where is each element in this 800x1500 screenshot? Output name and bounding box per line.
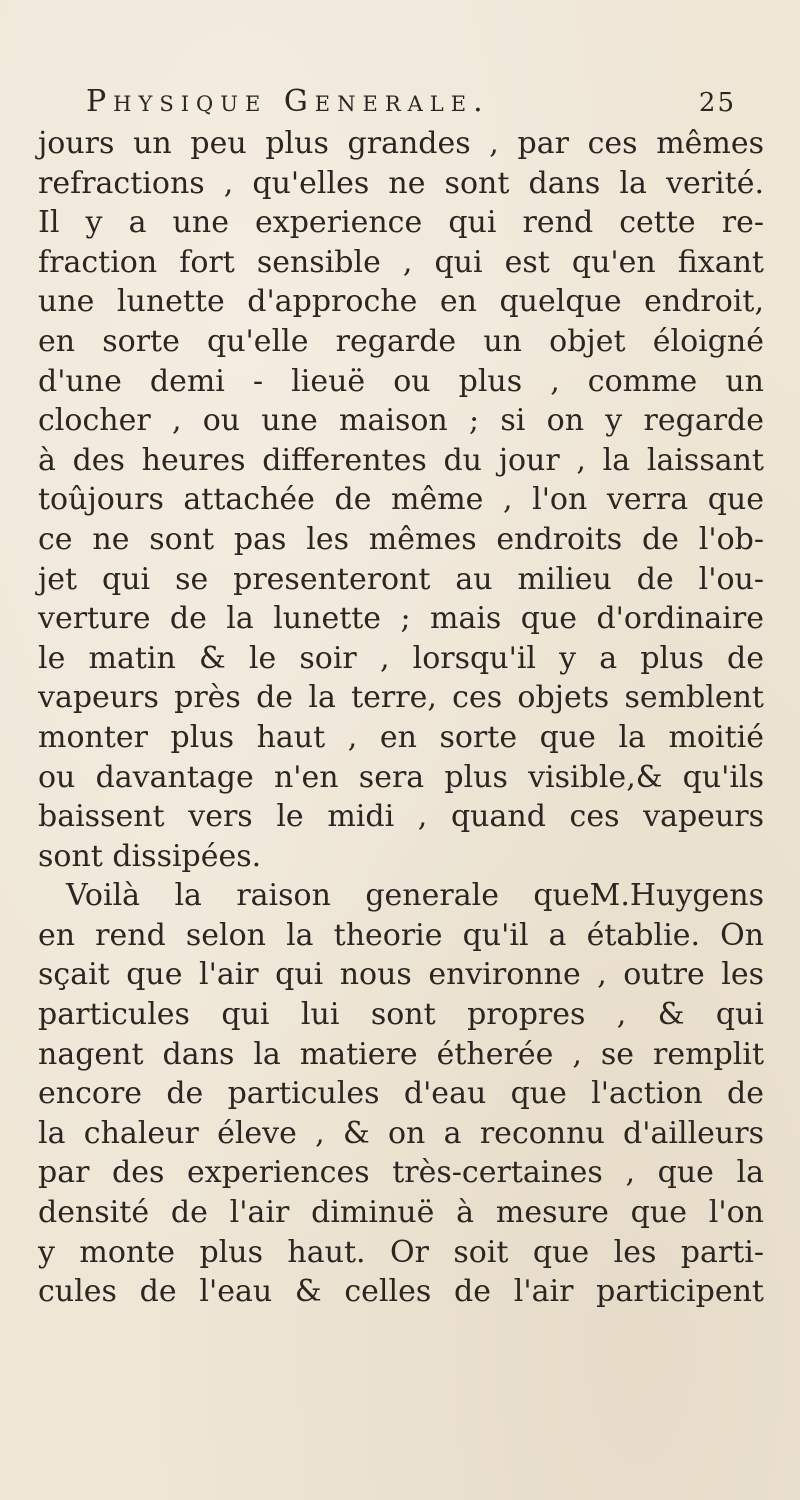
text-line: ce ne sont pas les mêmes endroits de l'ob- [38,521,764,557]
page-header [86,84,736,124]
text-line: une lunette d'approche en quelque endroit, [38,284,764,320]
text-line: d'une demi - lieuë ou plus , comme un [38,363,764,399]
text-line: jet qui se presenteront au milieu de l'ou- [38,561,764,597]
text-line: particules qui lui sont propres , & qui [38,997,764,1033]
text-line: clocher , ou une maison ; si on y regarde [38,403,764,439]
text-line: toûjours attachée de même , l'on verra que [38,482,764,518]
text-line: ou davantage n'en sera plus visible,& qu'ils [38,759,764,795]
text-line: sont dissipées. [38,838,262,874]
text-line: cules de l'eau & celles de l'air participent [38,1274,764,1310]
text-line: vapeurs près de la terre, ces objets semblent [38,680,764,716]
text-line: refractions , qu'elles ne sont dans la verité. [38,165,764,201]
text-line: nagent dans la matiere étherée , se remplit [38,1036,764,1072]
body-text [38,124,764,1312]
text-line: baissent vers le midi , quand ces vapeurs [38,799,764,835]
text-line: le matin & le soir , lorsqu'il y a plus de [38,640,764,676]
text-line: fraction fort sensible , qui est qu'en fixant [38,244,764,280]
text-line: y monte plus haut. Or soit que les parti- [38,1234,764,1270]
text-line: par des experiences très-certaines , que la [38,1155,764,1191]
text-line: densité de l'air diminuë à mesure que l'on [38,1195,764,1231]
text-line: sçait que l'air qui nous environne , outre les [38,957,764,993]
text-line: jours un peu plus grandes , par ces mêmes [38,126,764,161]
running-title: Physique Generale. [86,84,490,119]
page-number: 25 [698,88,736,118]
text-line: Il y a une experience qui rend cette re- [38,205,764,241]
text-line: en rend selon la theorie qu'il a établie. On [38,917,764,953]
text-line: encore de particules d'eau que l'action de [38,1076,764,1112]
text-line: en sorte qu'elle regarde un objet éloigné [38,323,764,359]
text-line: monter plus haut , en sorte que la moitié [38,719,764,755]
text-line: la chaleur éleve , & on a reconnu d'ailleurs [38,1115,764,1151]
text-line: verture de la lunette ; mais que d'ordinaire [38,601,764,637]
text-line: à des heures differentes du jour , la laissant [38,442,764,478]
text-line: Voilà la raison generale queM.Huygens [66,878,764,914]
